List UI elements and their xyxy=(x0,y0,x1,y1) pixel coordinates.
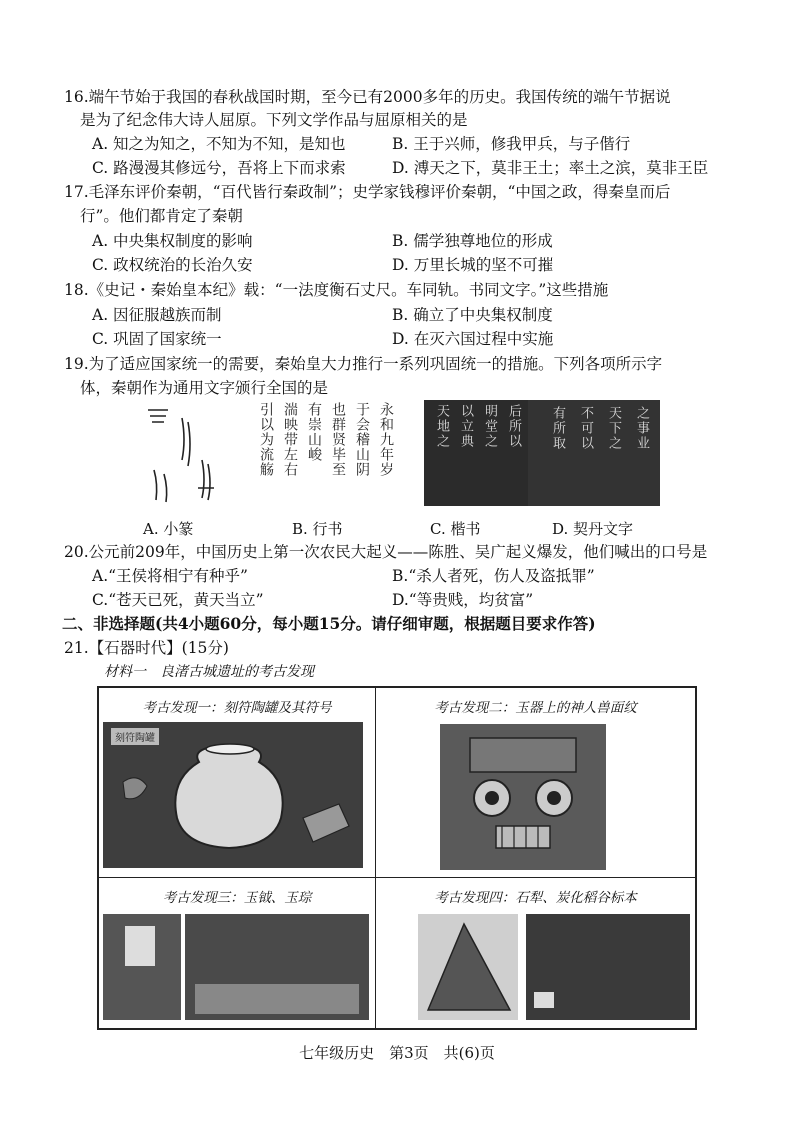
regular-col-2: 明堂之 xyxy=(482,404,497,449)
jade-cong-icon xyxy=(195,984,359,1014)
khitan-col-3: 不可以 xyxy=(578,406,593,451)
jade-mask-photo xyxy=(440,724,606,870)
running-col-3: 也群贤毕至 xyxy=(330,402,346,477)
q19-stem-2: 体，秦朝作为通用文字颁行全国的是 xyxy=(80,379,329,397)
running-col-2: 于会稽山阴 xyxy=(354,402,370,477)
archaeology-figure-grid xyxy=(97,686,697,1030)
section-2-heading: 二、非选择题(共4小题60分，每小题15分。请仔细审题，根据题目要求作答) xyxy=(62,614,596,633)
regular-col-3: 以立典 xyxy=(458,404,473,449)
q18-option-c: C. 巩固了国家统一 xyxy=(92,330,222,348)
q20-stem-1: 20.公元前209年，中国历史上第一次农民大起义——陈胜、吴广起义爆发，他们喊出的口号是 xyxy=(64,543,708,561)
beast-face-icon xyxy=(440,724,606,870)
khitan-col-4: 有所取 xyxy=(550,406,565,451)
q16-option-d: D. 溥天之下，莫非王土；率土之滨，莫非王臣 xyxy=(392,159,709,177)
running-col-5: 湍映带左右 xyxy=(282,402,298,477)
calligraphy-samples xyxy=(100,400,690,512)
running-col-6: 引以为流觞 xyxy=(258,402,274,477)
finding-2-cell xyxy=(376,688,695,878)
carbonized-rice-photo xyxy=(526,914,690,1020)
q20-option-d: D.“等贵贱，均贫富” xyxy=(392,591,534,609)
jade-axe-photo xyxy=(103,914,181,1020)
khitan-script-rubbing xyxy=(528,400,660,506)
finding-1-cell xyxy=(99,688,376,878)
regular-script-rubbing xyxy=(424,400,528,506)
q16-stem-2: 是为了纪念伟大诗人屈原。下列文学作品与屈原相关的是 xyxy=(80,111,468,129)
q19-option-b: B. 行书 xyxy=(292,520,343,538)
finding-3-cell xyxy=(99,878,376,1028)
q16-stem-1: 16.端午节始于我国的春秋战国时期，至今已有2000多年的历史。我国传统的端午节据说 xyxy=(64,88,671,106)
running-col-4: 有崇山峻 xyxy=(306,402,322,462)
seal-script-sample xyxy=(142,400,222,506)
q19-option-c: C. 楷书 xyxy=(430,520,481,538)
khitan-col-1: 之事业 xyxy=(634,406,649,451)
page-footer: 七年级历史 第3页 共(6)页 xyxy=(299,1044,495,1062)
q20-option-c: C.“苍天已死，黄天当立” xyxy=(92,591,264,609)
finding-4-cell xyxy=(376,878,695,1028)
q19-option-a: A. 小篆 xyxy=(143,520,194,538)
running-col-1: 永和九年岁 xyxy=(378,402,394,477)
photo-tag: 刻符陶罐 xyxy=(111,728,159,745)
finding-4-caption: 考古发现四：石犁、炭化稻谷标本 xyxy=(434,890,637,906)
q19-stem-1: 19.为了适应国家统一的需要，秦始皇大力推行一系列巩固统一的措施。下列各项所示字 xyxy=(64,355,663,373)
q18-stem-1: 18.《史记・秦始皇本纪》载：“一法度衡石丈尺。车同轨。书同文字。”这些措施 xyxy=(64,281,609,299)
q20-option-b: B.“杀人者死，伤人及盗抵罪” xyxy=(392,567,595,585)
q16-option-b: B. 王于兴师，修我甲兵，与子偕行 xyxy=(392,135,631,153)
finding-3-caption: 考古发现三：玉钺、玉琮 xyxy=(162,890,312,906)
q17-option-d: D. 万里长城的坚不可摧 xyxy=(392,256,554,274)
jade-cong-photo xyxy=(185,914,369,1020)
q21-title: 21.【石器时代】(15分) xyxy=(64,639,229,657)
finding-2-caption: 考古发现二：玉器上的神人兽面纹 xyxy=(434,700,637,716)
q18-option-d: D. 在灭六国过程中实施 xyxy=(392,330,554,348)
regular-col-1: 后所以 xyxy=(506,404,521,449)
stone-plow-icon xyxy=(418,914,518,1020)
q17-option-c: C. 政权统治的长治久安 xyxy=(92,256,253,274)
q17-option-a: A. 中央集权制度的影响 xyxy=(92,232,253,250)
pottery-jar-photo xyxy=(103,722,363,868)
material-1-label: 材料一 良渚古城遗址的考古发现 xyxy=(104,664,314,680)
q17-option-b: B. 儒学独尊地位的形成 xyxy=(392,232,553,250)
finding-1-caption: 考古发现一：刻符陶罐及其符号 xyxy=(142,700,332,716)
q20-option-a: A.“王侯将相宁有种乎” xyxy=(92,567,248,585)
khitan-col-2: 天下之 xyxy=(606,406,621,451)
pottery-jar-icon xyxy=(103,722,363,868)
q19-option-d: D. 契丹文字 xyxy=(552,520,634,538)
q18-option-a: A. 因征服越族而制 xyxy=(92,306,222,324)
q16-option-a: A. 知之为知之，不知为不知，是知也 xyxy=(92,135,346,153)
jade-axe-icon xyxy=(125,926,155,966)
q17-stem-2: 行”。他们都肯定了秦朝 xyxy=(80,207,243,225)
stone-plow-photo xyxy=(418,914,518,1020)
q18-option-b: B. 确立了中央集权制度 xyxy=(392,306,553,324)
regular-col-4: 天地之 xyxy=(434,404,449,449)
q16-option-c: C. 路漫漫其修远兮，吾将上下而求索 xyxy=(92,159,346,177)
running-script-sample xyxy=(246,400,396,506)
q17-stem-1: 17.毛泽东评价秦朝，“百代皆行秦政制”；史学家钱穆评价秦朝，“中国之政，得秦皇而后 xyxy=(64,183,671,201)
specimen-label-icon xyxy=(534,992,554,1008)
